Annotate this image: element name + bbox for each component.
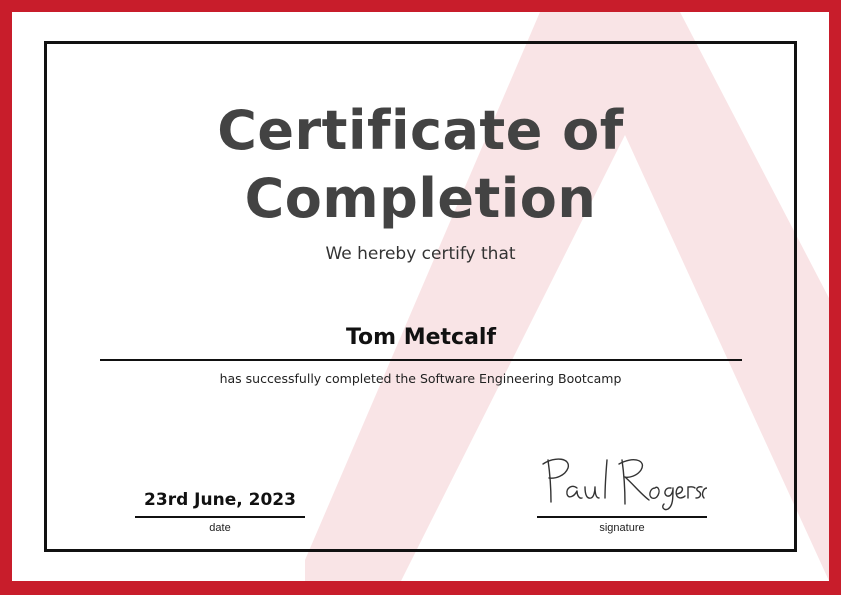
- title-line-2: Completion: [244, 167, 597, 230]
- signature-label: signature: [599, 522, 645, 534]
- recipient-underline: [100, 359, 742, 361]
- date-underline: [135, 516, 305, 518]
- completion-text: has successfully completed the Software Engineering Bootcamp: [219, 371, 622, 386]
- certify-text: We hereby certify that: [325, 244, 516, 264]
- date-value: 23rd June, 2023: [144, 490, 296, 510]
- recipient-name: Tom Metcalf: [345, 325, 497, 350]
- title-line-1: Certificate of: [217, 99, 624, 162]
- certificate-title: [0, 97, 841, 233]
- date-label: date: [209, 522, 231, 534]
- signature-underline: [537, 516, 707, 518]
- signature-image: [537, 452, 707, 512]
